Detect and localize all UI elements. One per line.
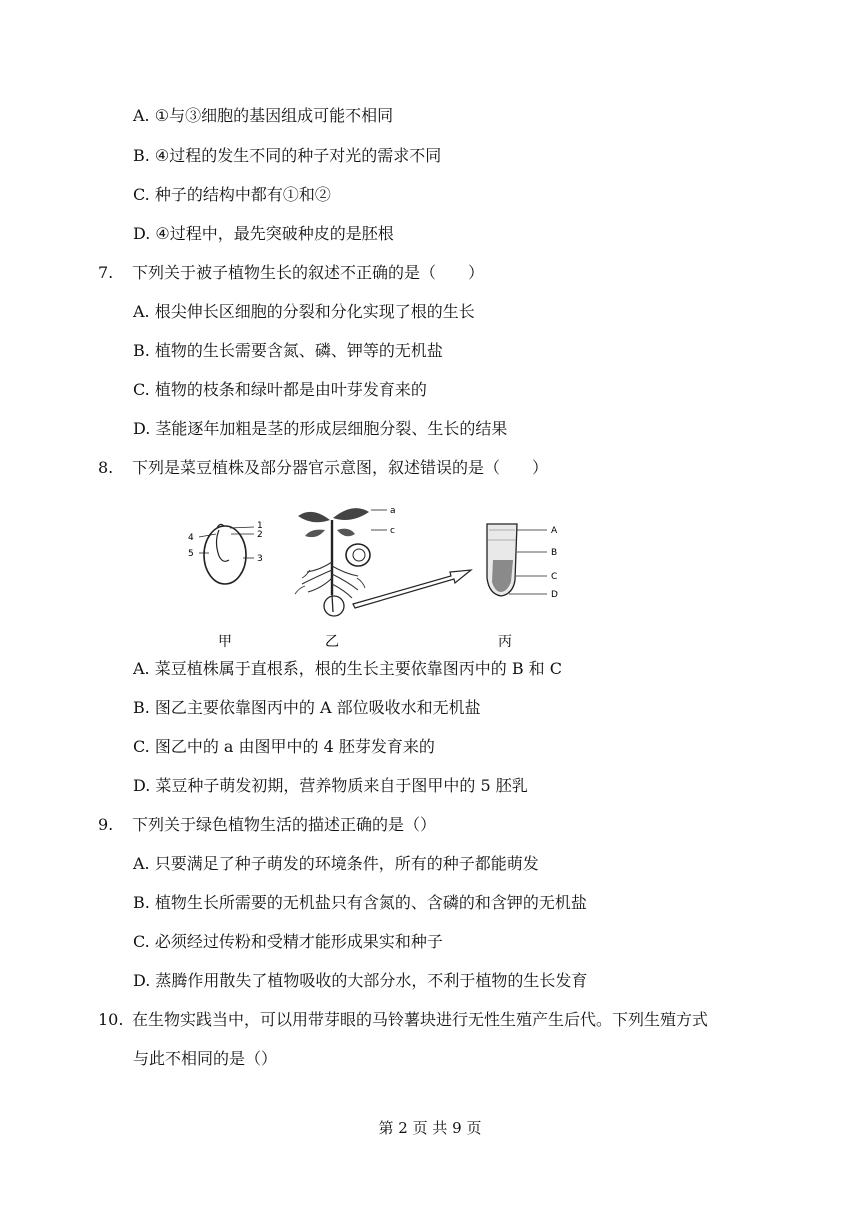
q7-option-b: B. 植物的生长需要含氮、磷、钾等的无机盐 [133,341,443,360]
q9-option-c: C. 必须经过传粉和受精才能形成果实和种子 [133,932,443,951]
root-label-c: C [551,572,558,582]
bean-plant-figure [175,500,585,650]
q10-number: 10. [98,1010,124,1029]
seed-label-5: 5 [188,549,194,559]
q8-stem [98,458,548,478]
caption-bing: 丙 [498,634,512,650]
q7-option-d: D. 茎能逐年加粗是茎的形成层细胞分裂、生长的结果 [133,419,508,438]
q9-option-b: B. 植物生长所需要的无机盐只有含氮的、含磷的和含钾的无机盐 [133,893,587,912]
q7-stem-text: 下列关于被子植物生长的叙述不正确的是（ ） [132,263,485,282]
q8-stem-text: 下列是菜豆植株及部分器官示意图，叙述错误的是（ ） [132,458,549,477]
q9-number: 9. [98,815,114,834]
q9-option-a: A. 只要满足了种子萌发的环境条件，所有的种子都能萌发 [133,854,539,873]
root-label-d: D [551,590,558,600]
q6-option-c: C. 种子的结构中都有①和② [133,185,331,204]
q8-option-a: A. 菜豆植株属于直根系，根的生长主要依靠图丙中的 B 和 C [133,659,562,678]
page-footer: 第 2 页 共 9 页 [378,1119,482,1137]
seed-label-1: 1 [257,521,263,531]
q7-number: 7. [98,263,114,282]
plant-label-c: c [390,526,395,536]
q9-stem-text: 下列关于绿色植物生活的描述正确的是（） [132,815,437,834]
q7-stem [98,263,484,283]
q6-option-d: D. ④过程中，最先突破种皮的是胚根 [133,224,394,243]
q10-stem-line1: 在生物实践当中，可以用带芽眼的马铃薯块进行无性生殖产生后代。下列生殖方式 [132,1010,709,1029]
arrow-icon [353,570,471,608]
seed-diagram [188,521,263,584]
seed-label-2: 2 [257,530,263,540]
q8-option-b: B. 图乙主要依靠图丙中的 A 部位吸收水和无机盐 [133,698,481,717]
seed-label-4: 4 [188,533,194,543]
q6-option-b: B. ④过程的发生不同的种子对光的需求不同 [133,146,442,165]
root-tip-diagram [487,524,558,600]
q10-stem [98,1010,708,1030]
root-label-b: B [551,548,558,558]
q10-stem-line2: 与此不相同的是（） [133,1049,278,1068]
caption-yi: 乙 [325,634,339,650]
caption-jia: 甲 [218,634,232,650]
q7-option-c: C. 植物的枝条和绿叶都是由叶芽发育来的 [133,380,427,399]
q6-option-a: A. ①与③细胞的基因组成可能不相同 [133,106,394,125]
q9-option-d: D. 蒸腾作用散失了植物吸收的大部分水，不利于植物的生长发育 [133,971,588,990]
seed-label-3: 3 [257,554,263,564]
q8-option-d: D. 菜豆种子萌发初期，营养物质来自于图甲中的 5 胚乳 [133,776,528,795]
q8-option-c: C. 图乙中的 a 由图甲中的 4 胚芽发育来的 [133,737,435,756]
q7-option-a: A. 根尖伸长区细胞的分裂和分化实现了根的生长 [133,302,475,321]
q8-number: 8. [98,458,114,477]
q9-stem [98,815,436,835]
plant-label-a: a [390,506,396,516]
root-label-a: A [551,526,558,536]
